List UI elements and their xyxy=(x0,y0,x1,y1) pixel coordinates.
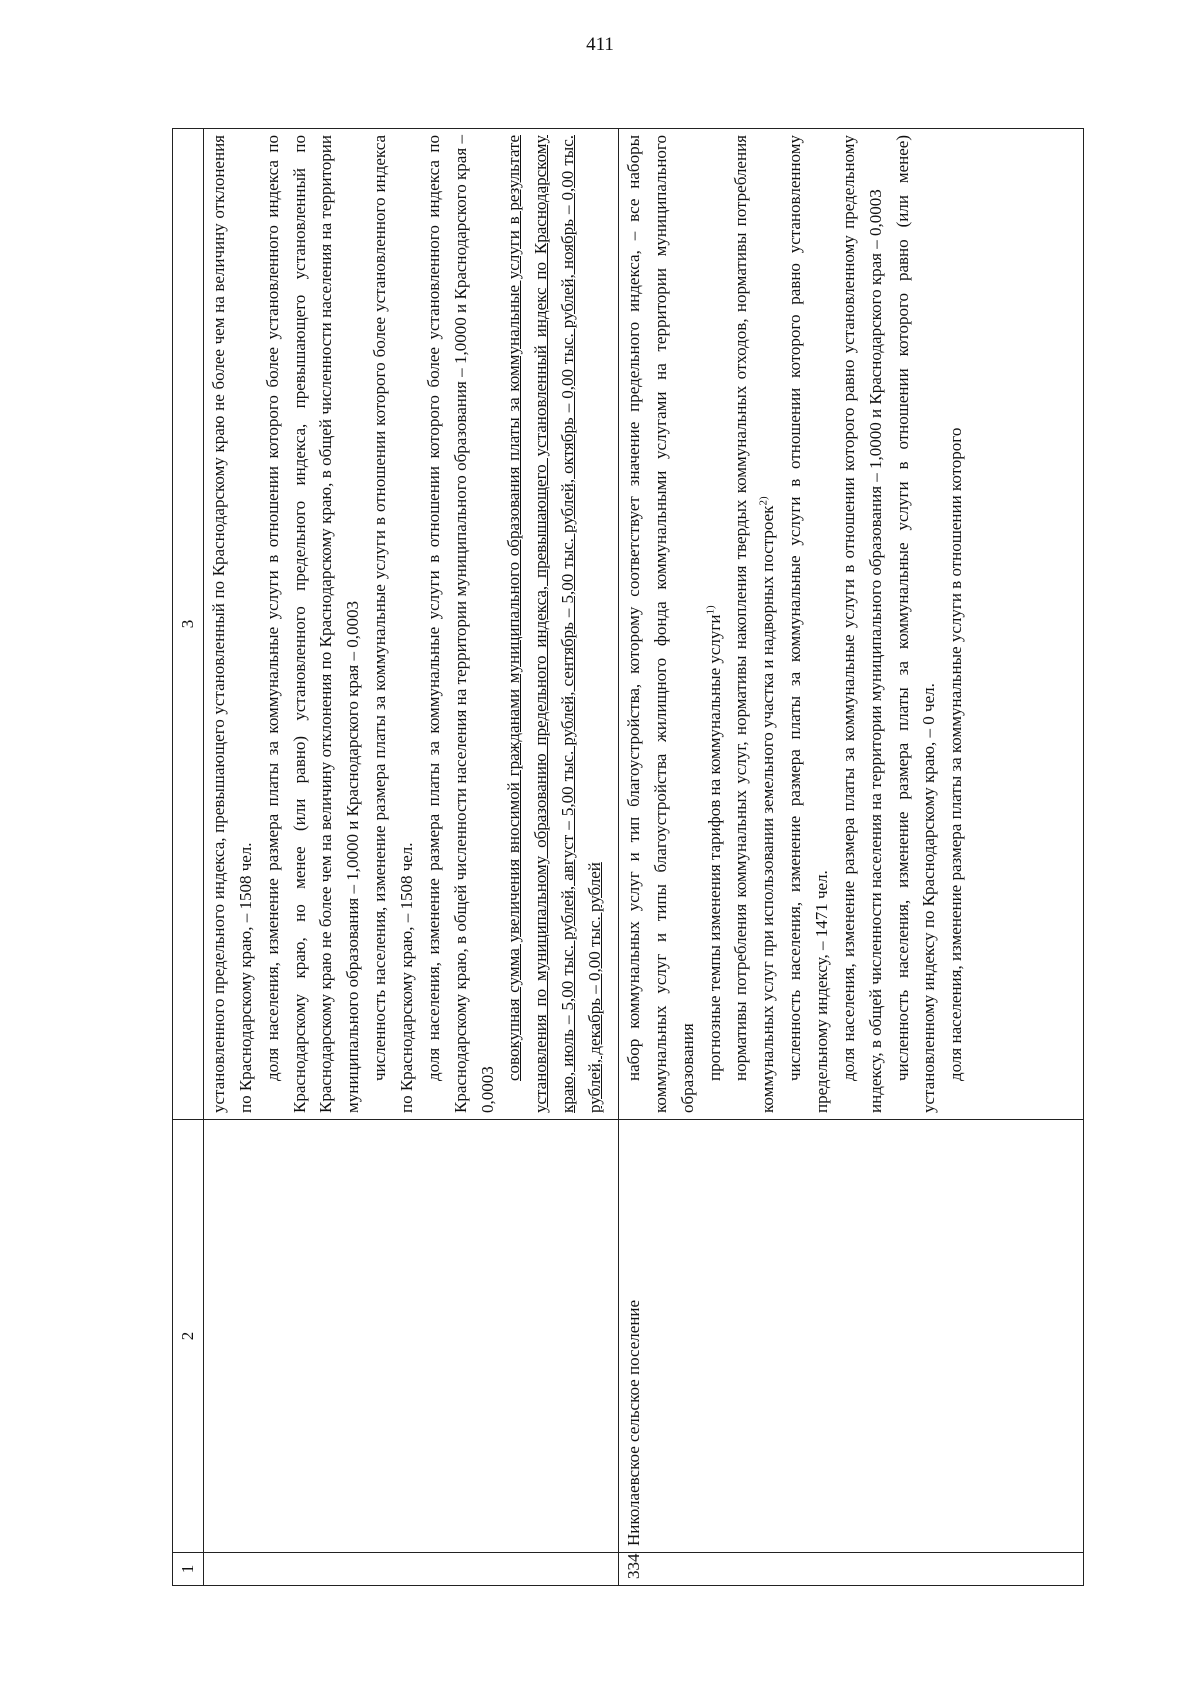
row-name-cell xyxy=(204,1120,619,1553)
paragraph: установленного предельного индекса, превышающего установленный по Краснодарскому краю не более чем на величину отклонения по Краснодарскому краю, – 1508 чел. xyxy=(209,135,255,1113)
rotated-table-container xyxy=(172,128,1084,1586)
row-number-cell xyxy=(204,1553,619,1586)
footnote-ref: 1) xyxy=(703,605,716,615)
row-number-cell: 334 xyxy=(619,1553,1084,1586)
paragraph: доля населения, изменение размера платы за коммунальные услуги в отношении которого более установленного индекса по Краснодарскому краю, в общей численности населения на территории муниципального образования – 1,0000 и Краснодарского края – 0,0003 xyxy=(423,135,497,1113)
header-col-3: 3 xyxy=(173,129,204,1120)
paragraph: численность населения, изменение размера платы за коммунальные услуги в отношении которого равно установленному предельному индексу, – 1471 чел. xyxy=(785,135,832,1113)
paragraph xyxy=(702,135,729,1113)
paragraph: совокупная сумма увеличения вносимой гражданами муниципального образования платы за коммунальные услуги в результате установления по муниципальному образованию предельного индекса, превышающего установленный индекс по Краснодарскому краю, июль – 5,00 тыс. рублей, август – 5,00 тыс. рублей, сентябрь – 5,00 тыс. рублей, октябрь – 0,00 тыс. рублей, ноябрь – 0,00 тыс. рублей, декабрь – 0,00 тыс. рублей xyxy=(504,135,605,1113)
table-row xyxy=(204,129,619,1586)
footnote-ref: 2) xyxy=(757,496,770,506)
paragraph: доля населения, изменение размера платы за коммунальные услуги в отношении которого xyxy=(946,427,966,1081)
paragraph-text: прогнозные темпы изменения тарифов на коммунальные услуги xyxy=(704,614,724,1081)
paragraph: набор коммунальных услуг и тип благоустройства, которому соответствует значение предельного индекса, – все наборы коммунальных услуг и типы благоустройства жилищного фонда коммунальными услугами на территории муниципального образования xyxy=(624,135,697,1113)
paragraph: доля населения, изменение размера платы за коммунальные услуги в отношении которого равно установленному предельному индексу, в общей численности населения на территории муниципального образования – 1,0000 и Краснодарского края – 0,0003 xyxy=(838,135,885,1113)
paragraph: доля населения, изменение размера платы за коммунальные услуги в отношении которого более установленного индекса по Краснодарскому краю, но менее (или равно) установленного предельного индекса, превышающего установленный по Краснодарскому краю не более чем на величину отклонения по Краснодарскому краю, в общей численности населения на территории муниципального образования – 1,0000 и Краснодарского края – 0,0003 xyxy=(262,135,363,1113)
header-col-1: 1 xyxy=(173,1553,204,1586)
row-content-cell xyxy=(619,129,1084,1120)
table-row xyxy=(619,129,1084,1586)
row-name-cell: Николаевское сельское поселение xyxy=(619,1120,1084,1553)
paragraph: численность населения, изменение размера платы за коммунальные услуги в отношении которого равно (или менее) установленному индексу по Краснодарскому краю, – 0 чел. xyxy=(892,135,939,1113)
header-col-2: 2 xyxy=(173,1120,204,1553)
paragraph: численность населения, изменение размера платы за коммунальные услуги в отношении которого более установленного индекса по Краснодарскому краю, – 1508 чел. xyxy=(370,135,417,1113)
page-number: 411 xyxy=(586,34,614,55)
row-content-cell xyxy=(204,129,619,1120)
paragraph xyxy=(728,135,782,1113)
data-table xyxy=(172,128,1084,1586)
paragraph-text: нормативы потребления коммунальных услуг, нормативы накопления твердых коммунальных отходов, нормативы потребления коммунальных услуг при использовании земельного участка и надворных построек xyxy=(731,135,778,1113)
table-header-row xyxy=(173,129,204,1586)
